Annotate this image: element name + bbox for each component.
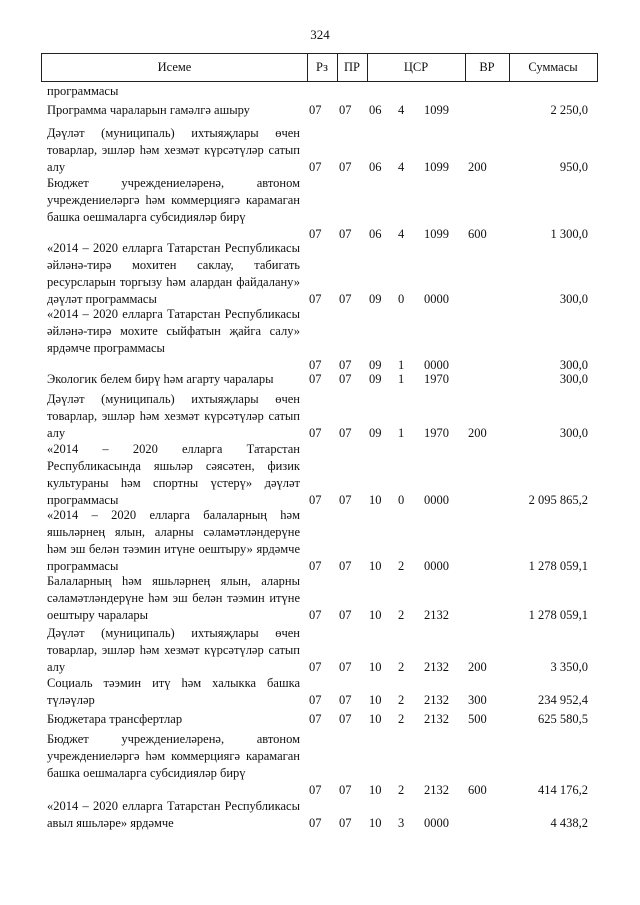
row-csr1: 10: [369, 559, 382, 573]
row-rz: 07: [309, 372, 322, 386]
row-sum: 300,0: [559, 358, 588, 372]
row-sum: 234 952,4: [538, 693, 588, 707]
row-rz: 07: [309, 426, 322, 440]
row-pr: 07: [339, 559, 352, 573]
row-csr1: 06: [369, 103, 382, 117]
row-rz: 07: [309, 783, 322, 797]
row-pr: 07: [339, 608, 352, 622]
table-row: [0, 83, 640, 100]
row-csr1: 09: [369, 292, 382, 306]
row-sum: 414 176,2: [538, 783, 588, 797]
row-sum: 3 350,0: [550, 660, 588, 674]
row-pr: 07: [339, 712, 352, 726]
row-rz: 07: [309, 103, 322, 117]
row-csr1: 10: [369, 816, 382, 830]
row-rz: 07: [309, 227, 322, 241]
row-csr3: 1099: [424, 227, 449, 241]
row-csr1: 09: [369, 426, 382, 440]
page-number: 324: [310, 27, 330, 42]
row-sum: 300,0: [559, 372, 588, 386]
row-sum: 950,0: [559, 160, 588, 174]
row-pr: 07: [339, 358, 352, 372]
row-name: Дәүләт (муниципаль) ихтыяҗлары өчен товарлар, эшләр һәм хезмәт күрсәтүләр сатып алу: [47, 626, 300, 674]
row-csr3: 1970: [424, 372, 449, 386]
row-rz: 07: [309, 358, 322, 372]
row-rz: 07: [309, 559, 322, 573]
row-csr2: 2: [398, 608, 405, 622]
row-csr2: 2: [398, 783, 405, 797]
header-pr: ПР: [344, 60, 360, 74]
row-pr: 07: [339, 493, 352, 507]
row-vr: 600: [468, 227, 487, 241]
header-vr: ВР: [479, 60, 495, 74]
row-rz: 07: [309, 292, 322, 306]
row-pr: 07: [339, 783, 352, 797]
header-csr: ЦСР: [403, 60, 429, 74]
row-csr1: 09: [369, 358, 382, 372]
row-name: Бюджетара трансфертлар: [47, 712, 183, 726]
table-row: [0, 675, 640, 709]
row-vr: 200: [468, 160, 487, 174]
row-pr: 07: [339, 160, 352, 174]
row-name: «2014 – 2020 елларга Татарстан Республикасында яшьләр сәясәтен, физик культураны һәм спортны үстерү» дәүләт программасы: [47, 442, 300, 507]
row-csr2: 2: [398, 559, 405, 573]
row-csr1: 10: [369, 712, 382, 726]
row-csr2: 4: [398, 227, 405, 241]
row-rz: 07: [309, 160, 322, 174]
row-vr: 500: [468, 712, 487, 726]
row-pr: 07: [339, 816, 352, 830]
row-csr3: 0000: [424, 358, 449, 372]
row-csr1: 06: [369, 160, 382, 174]
row-name: Социаль тәэмин итү һәм халыкка башка түләүләр: [47, 676, 300, 707]
table-row: [0, 306, 640, 374]
table-row: [0, 798, 640, 832]
row-csr3: 1099: [424, 160, 449, 174]
row-csr2: 3: [398, 816, 405, 830]
row-sum: 4 438,2: [550, 816, 588, 830]
row-csr3: 2132: [424, 783, 449, 797]
row-csr3: 1099: [424, 103, 449, 117]
row-csr3: 0000: [424, 559, 449, 573]
row-name: Дәүләт (муниципаль) ихтыяҗлары өчен товарлар, эшләр һәм хезмәт күрсәтүләр сатып алу: [47, 392, 300, 440]
row-sum: 300,0: [559, 292, 588, 306]
row-csr1: 10: [369, 493, 382, 507]
row-csr3: 1970: [424, 426, 449, 440]
row-sum: 2 095 865,2: [528, 493, 588, 507]
row-csr2: 1: [398, 358, 405, 372]
row-csr3: 0000: [424, 816, 449, 830]
row-rz: 07: [309, 608, 322, 622]
row-pr: 07: [339, 372, 352, 386]
row-rz: 07: [309, 660, 322, 674]
table-row: [0, 371, 640, 388]
row-name: Экологик белем бирү һәм агарту чаралары: [47, 372, 274, 386]
row-vr: 200: [468, 426, 487, 440]
row-csr1: 10: [369, 608, 382, 622]
table-row: [0, 731, 640, 799]
table-header: [41, 53, 598, 82]
row-csr3: 2132: [424, 712, 449, 726]
row-csr3: 2132: [424, 660, 449, 674]
row-csr1: 10: [369, 783, 382, 797]
table-row: [0, 573, 640, 624]
row-csr3: 2132: [424, 608, 449, 622]
row-name: «2014 – 2020 елларга Татарстан Республикасы авыл яшьләре» ярдәмче: [47, 799, 300, 830]
row-name: Бюджет учреждениеләренә, автоном учреждениеләргә һәм коммерциягә карамаган башка оешмаларга субсидияләр бирү: [47, 176, 300, 224]
table-row: [0, 441, 640, 509]
row-name: программасы: [47, 84, 119, 98]
row-csr2: 1: [398, 372, 405, 386]
row-name: «2014 – 2020 елларга Татарстан Республикасы әйләнә-тирә мохите сыйфатын җайга салу» ярдәмче программасы: [47, 307, 300, 355]
row-csr2: 0: [398, 493, 405, 507]
row-vr: 200: [468, 660, 487, 674]
row-sum: 1 300,0: [550, 227, 588, 241]
header-rz: Рз: [316, 60, 328, 74]
row-sum: 2 250,0: [550, 103, 588, 117]
row-csr3: 2132: [424, 693, 449, 707]
row-csr3: 0000: [424, 493, 449, 507]
row-rz: 07: [309, 493, 322, 507]
row-vr: 600: [468, 783, 487, 797]
row-name: «2014 – 2020 елларга Татарстан Республикасы әйләнә-тирә мохитен саклау, табигать ресурсларын торгызу һәм алардан файдалану» дәүләт программасы: [47, 241, 300, 306]
row-csr2: 4: [398, 160, 405, 174]
row-sum: 1 278 059,1: [528, 559, 588, 573]
row-pr: 07: [339, 227, 352, 241]
row-csr2: 2: [398, 693, 405, 707]
row-pr: 07: [339, 292, 352, 306]
row-csr3: 0000: [424, 292, 449, 306]
row-name: Бюджет учреждениеләренә, автоном учреждениеләргә һәм коммерциягә карамаган башка оешмаларга субсидияләр бирү: [47, 732, 300, 780]
row-csr2: 2: [398, 660, 405, 674]
row-rz: 07: [309, 693, 322, 707]
row-rz: 07: [309, 816, 322, 830]
row-name: Программа чараларын гамәлгә ашыру: [47, 103, 250, 117]
row-csr2: 4: [398, 103, 405, 117]
table-row: [0, 102, 640, 119]
header-sum: Суммасы: [528, 60, 578, 74]
table-row: [0, 175, 640, 243]
row-sum: 300,0: [559, 426, 588, 440]
row-name: Дәүләт (муниципаль) ихтыяҗлары өчен товарлар, эшләр һәм хезмәт күрсәтүләр сатып алу: [47, 126, 300, 174]
row-pr: 07: [339, 660, 352, 674]
row-pr: 07: [339, 693, 352, 707]
row-csr2: 2: [398, 712, 405, 726]
row-sum: 1 278 059,1: [528, 608, 588, 622]
row-csr1: 06: [369, 227, 382, 241]
table-row: [0, 240, 640, 308]
row-vr: 300: [468, 693, 487, 707]
table-row: [0, 711, 640, 728]
table-row: [0, 125, 640, 176]
table-row: [0, 507, 640, 575]
row-rz: 07: [309, 712, 322, 726]
row-csr2: 0: [398, 292, 405, 306]
row-csr2: 1: [398, 426, 405, 440]
row-name: «2014 – 2020 елларга балаларның һәм яшьләрнең ялын, аларны сәламәтләндерүне һәм эш белән тәэмин итүне оештыру» ярдәмче программасы: [47, 508, 300, 573]
row-csr1: 10: [369, 693, 382, 707]
table-row: [0, 391, 640, 442]
row-csr1: 10: [369, 660, 382, 674]
table-row: [0, 625, 640, 676]
header-name: Исеме: [157, 60, 192, 74]
row-sum: 625 580,5: [538, 712, 588, 726]
row-pr: 07: [339, 426, 352, 440]
row-csr1: 09: [369, 372, 382, 386]
row-name: Балаларның һәм яшьләрнең ялын, аларны сәламәтләндерүне һәм эш белән тәэмин итүне оештыру чаралары: [47, 574, 300, 622]
row-pr: 07: [339, 103, 352, 117]
